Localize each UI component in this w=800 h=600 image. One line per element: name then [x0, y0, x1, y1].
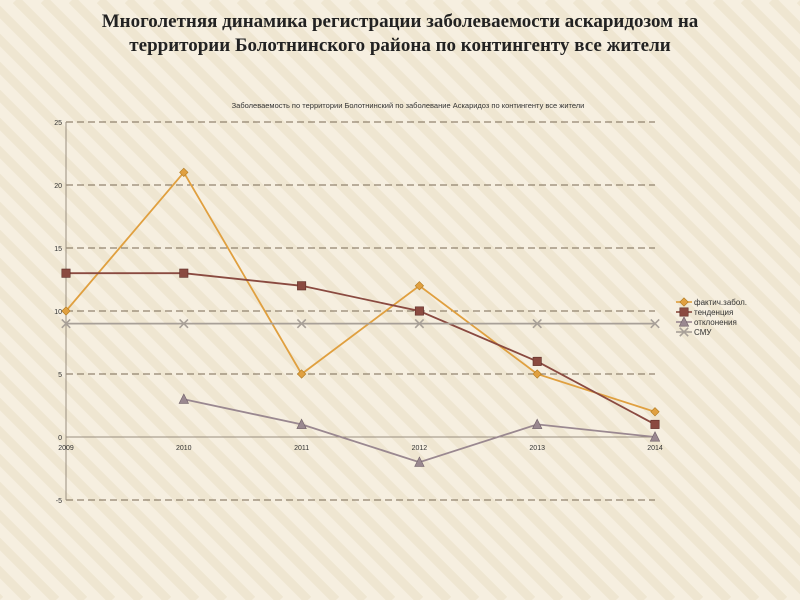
legend-swatch: [676, 327, 692, 337]
series-line: [66, 273, 655, 424]
y-tick-label: 10: [54, 309, 62, 316]
legend-item: [676, 297, 747, 307]
slide-title: Многолетняя динамика регистрации заболеваемости аскаридозом на территории Болотнинского района по контингенту все жители: [101, 11, 699, 56]
legend-label: фактич.забол.: [694, 297, 748, 307]
series-3: [62, 319, 659, 327]
x-tick-label: 2014: [647, 445, 663, 452]
series-line: [66, 172, 655, 411]
legend-swatch: [676, 307, 692, 317]
data-point: [297, 282, 305, 290]
series-line: [184, 399, 655, 462]
data-point: [62, 269, 70, 277]
x-tick-label: 2013: [529, 445, 545, 452]
y-tick-label: 15: [54, 246, 62, 253]
data-point: [179, 394, 188, 403]
legend-swatch: [676, 297, 692, 307]
y-tick-label: -5: [55, 498, 62, 505]
x-tick-label: 2010: [176, 445, 192, 452]
x-tick-label: 2012: [411, 445, 428, 452]
data-point: [651, 420, 659, 428]
data-point: [415, 307, 423, 315]
x-tick-label: 2011: [294, 445, 310, 452]
legend-label: СМУ: [694, 327, 712, 337]
series-1: [62, 269, 659, 429]
legend-label: тенденция: [694, 307, 734, 317]
series-2: [179, 394, 660, 466]
data-point: [180, 269, 188, 277]
legend-swatch: [676, 317, 692, 327]
legend-item: [676, 307, 747, 317]
legend-item: [676, 327, 747, 337]
data-point: [651, 408, 659, 416]
legend-item: [676, 317, 747, 327]
y-tick-label: 20: [54, 183, 62, 190]
y-tick-label: 25: [54, 120, 62, 127]
y-tick-label: 5: [58, 372, 62, 379]
data-point: [533, 357, 541, 365]
x-tick-label: 2009: [58, 445, 74, 452]
y-tick-label: 0: [58, 435, 62, 442]
legend-marker: [680, 308, 688, 316]
legend-marker: [680, 298, 688, 306]
legend-label: отклонения: [694, 317, 737, 327]
chart-legend: [676, 297, 747, 337]
chart-title: Заболеваемость по территории Болотнинский по заболевание Аскаридоз по контингенту все жители: [231, 101, 585, 110]
